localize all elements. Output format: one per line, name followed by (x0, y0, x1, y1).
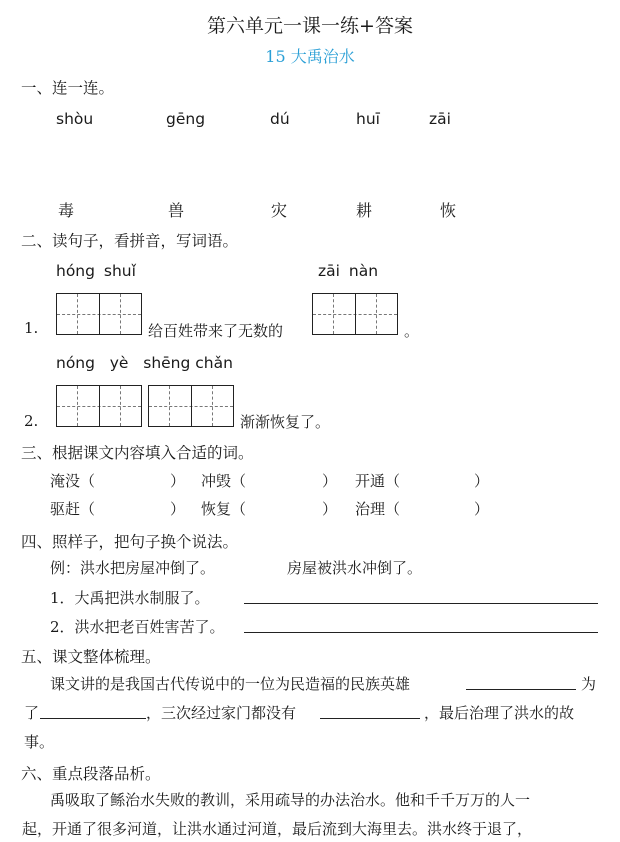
q1-pinyin-b: zāi nàn (318, 262, 379, 280)
summary-blank-3[interactable] (320, 718, 420, 719)
fill-close: ） (474, 472, 490, 490)
fill-close: ） (170, 500, 186, 518)
pinyin-item: dú (270, 110, 290, 128)
summary-line-2b: ，三次经过家门都没有 (146, 704, 297, 722)
summary-blank-2[interactable] (40, 718, 146, 719)
fill-label: 驱赶（ (50, 500, 96, 518)
pinyin-item: shòu (56, 110, 94, 128)
example-original: 例：洪水把房屋冲倒了。 (50, 559, 216, 577)
rewrite-q1-answer-line[interactable] (244, 603, 598, 604)
char-item: 耕 (356, 201, 373, 220)
section-6-heading: 六、重点段落品析。 (21, 765, 161, 783)
lesson-title: 15 大禹治水 (265, 47, 355, 66)
page-title: 第六单元一课一练+答案 (207, 15, 413, 37)
fill-close: ） (170, 472, 186, 490)
q2-answer-box-a[interactable] (56, 385, 142, 427)
summary-line-1-end: 为 (581, 675, 597, 693)
q1-number: 1. (24, 319, 39, 337)
summary-line-2c: ，最后治理了洪水的故 (424, 704, 575, 722)
char-item: 兽 (168, 201, 185, 220)
passage-line-2: 起，开通了很多河道，让洪水通过河道，最后流到大海里去。洪水终于退了， (22, 820, 533, 838)
q1-text-mid: 给百姓带来了无数的 (148, 322, 284, 340)
example-rewritten: 房屋被洪水冲倒了。 (287, 559, 423, 577)
section-5-heading: 五、课文整体梳理。 (21, 648, 161, 666)
pinyin-item: zāi (429, 110, 451, 128)
q2-pinyin: nóng yè shēng chǎn (56, 354, 233, 372)
char-item: 毒 (58, 201, 75, 220)
rewrite-q2: 2．洪水把老百姓害苦了。 (50, 618, 225, 636)
fill-close: ） (474, 500, 490, 518)
q2-answer-box-b[interactable] (148, 385, 234, 427)
q1-answer-box-b[interactable] (312, 293, 398, 335)
char-item: 灾 (271, 201, 288, 220)
section-4-heading: 四、照样子，把句子换个说法。 (21, 533, 239, 551)
fill-label: 淹没（ (50, 472, 96, 490)
passage-line-1: 禹吸取了鲧治水失败的教训，采用疏导的办法治水。他和千千万万的人一 (50, 791, 531, 809)
fill-label: 治理（ (355, 500, 401, 518)
char-item: 恢 (440, 201, 457, 220)
summary-blank-1[interactable] (466, 689, 576, 690)
fill-label: 开通（ (355, 472, 401, 490)
q1-text-end: 。 (404, 322, 420, 340)
rewrite-q1: 1．大禹把洪水制服了。 (50, 589, 210, 607)
q2-number: 2. (24, 412, 39, 430)
q2-text-end: 渐渐恢复了。 (240, 413, 331, 431)
fill-label: 冲毁（ (201, 472, 247, 490)
section-3-heading: 三、根据课文内容填入合适的词。 (21, 444, 254, 462)
q1-pinyin-a: hóng shuǐ (56, 262, 136, 280)
summary-line-1: 课文讲的是我国古代传说中的一位为民造福的民族英雄 (50, 675, 411, 693)
section-2-heading: 二、读句子，看拼音，写词语。 (21, 232, 239, 250)
fill-label: 恢复（ (201, 500, 247, 518)
fill-close: ） (322, 472, 338, 490)
section-1-heading: 一、连一连。 (21, 79, 115, 97)
pinyin-item: gēng (166, 110, 206, 128)
rewrite-q2-answer-line[interactable] (244, 632, 598, 633)
pinyin-item: huī (356, 110, 380, 128)
summary-line-2a: 了 (24, 704, 40, 722)
fill-close: ） (322, 500, 338, 518)
summary-line-3: 事。 (24, 733, 55, 751)
q1-answer-box-a[interactable] (56, 293, 142, 335)
